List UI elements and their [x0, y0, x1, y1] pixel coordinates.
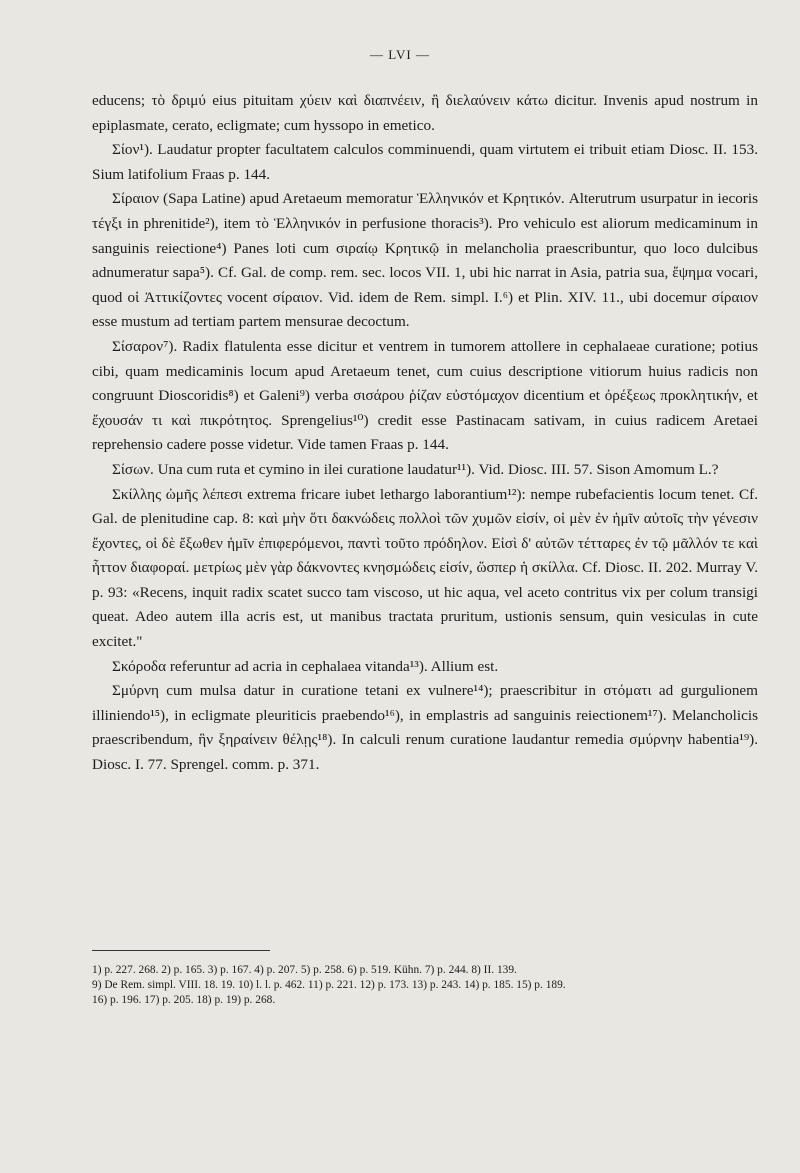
paragraph-continuation: educens; τὸ δριμύ eius pituitam χύειν καὶ διαπνέειν, ἢ διελαύνειν κάτω dicitur. Invenis apud nostrum in epiplasmate, cerato, ecligmate; cum hyssopo in emetico. — [92, 92, 758, 134]
footnote-line: 1) p. 227. 268. 2) p. 165. 3) p. 167. 4) p. 207. 5) p. 258. 6) p. 519. Kühn. 7) p. 244. 8) II. 139. — [92, 964, 517, 976]
footnote-line: 9) De Rem. simpl. VIII. 18. 19. 10) l. l. p. 462. 11) p. 221. 12) p. 173. 13) p. 243. 14) p. 185. 15) p. 189. — [92, 979, 566, 991]
footnote-line: 16) p. 196. 17) p. 205. 18) p. 19) p. 268. — [92, 994, 276, 1006]
paragraph-smyrne: Σμύρνη cum mulsa datur in curatione tetani ex vulnere¹⁴); praescribitur in στόματι ad gurgulionem illiniendo¹⁵), in ecligmate pleuriticis praebendo¹⁶), in emplastris ad sanguinis reiectionem¹⁷). Melancholicis praescribendum, ἣν ξηραίνειν θέλῃς¹⁸). In calculi renum curatione laudantur remedia σμύρνην habentia¹⁹). Diosc. I. 77. Sprengel. comm. p. 371. — [92, 682, 758, 774]
paragraph-skilles: Σκίλλης ὠμῆς λέπεσι extrema fricare iubet lethargo laborantium¹²): nempe rubefacientis locum tenet. Cf. Gal. de plenitudine cap. 8: καὶ μὴν ὅτι δακνώδεις πολλοὶ τῶν χυμῶν εἰσίν, οἱ μὲν ἐν ἡμῖν αὐτοῖς τὴν γένεσιν ἔχοντες, οἱ δὲ ἔξωθεν ἡμῖν ἐπιφερόμενοι, παντὶ τοῦτο πρόδηλον. Εἰσὶ δ' αὐτῶν τέτταρες ἐν τῷ μᾶλλόν τε καὶ ἧττον διαφοραί. μετρίως μὲν γὰρ δάκνοντες κνησμώδεις εἰσίν, ὥσπερ ἡ σκίλλα. Cf. Diosc. II. 202. Murray V. p. 93: «Recens, inquit radix scatet succo tam viscoso, ut hic aqua, vel aceto contritus vix per colum transigi queat. Adeo autem illa acris est, ut manibus tractata pruritum, ustionis sensum, quin vesiculas in cute excitet." — [92, 485, 758, 651]
main-text — [92, 89, 758, 778]
paragraph-skoroda: Σκόροδα referuntur ad acria in cephalaea vitanda¹³). Allium est. — [112, 657, 499, 675]
paragraph-siraion: Σίραιον (Sapa Latine) apud Aretaeum memoratur Ἑλληνικόν et Κρητικόν. Alterutrum usurpatur in iecoris τέγξι in phrenitide²), item τὸ Ἑλληνικόν in perfusione thoracis³). Pro vehiculo est aliorum medicaminum in sanguinis reiectione⁴) Panes loti cum σιραίῳ Κρητικῷ in melancholia praescribuntur, quo loco dulcibus adnumeratur sapa⁵). Cf. Gal. de comp. rem. sec. locos VII. 1, ubi hic narrat in Asia, patria sua, ἕψημα vocari, quod οἱ Ἀττικίζοντες vocent σίραιον. Vid. idem de Rem. simpl. I.⁶) et Plin. XIV. 11., ubi docemur σίραιον esse mustum ad tertiam partem mensurae decoctum. — [92, 190, 758, 331]
paragraph-sisaron: Σίσαρον⁷). Radix flatulenta esse dicitur et ventrem in tumorem attollere in cephalaeae curatione; potius cibi, quam medicaminis locum apud Aretaeum tenet, cum cuius descriptione vitiorum huius radicis non congruunt Dioscoridis⁸) et Galeni⁹) verba σισάρου ῥίζαν εὐστόμαχον dicentium et ὀρέξεως προκλητικήν, et ἔχουσάν τι καὶ πικρότητος. Sprengelius¹⁰) credit esse Pastinacam sativam, in cuius radicem Aretaei reprehensio cadere posse videtur. Vide tamen Fraas p. 144. — [92, 337, 758, 454]
page-number: — LVI — — [370, 47, 430, 62]
paragraph-sison: Σίσων. Una cum ruta et cymino in ilei curatione laudatur¹¹). Vid. Diosc. III. 57. Sison Amomum L.? — [112, 460, 719, 478]
footnotes — [92, 963, 767, 1008]
footnote-divider — [92, 950, 270, 951]
paragraph-sion: Σίον¹). Laudatur propter facultatem calculos comminuendi, quam virtutem ei tribuit etiam Diosc. II. 153. Sium latifolium Fraas p. 144. — [92, 141, 758, 183]
